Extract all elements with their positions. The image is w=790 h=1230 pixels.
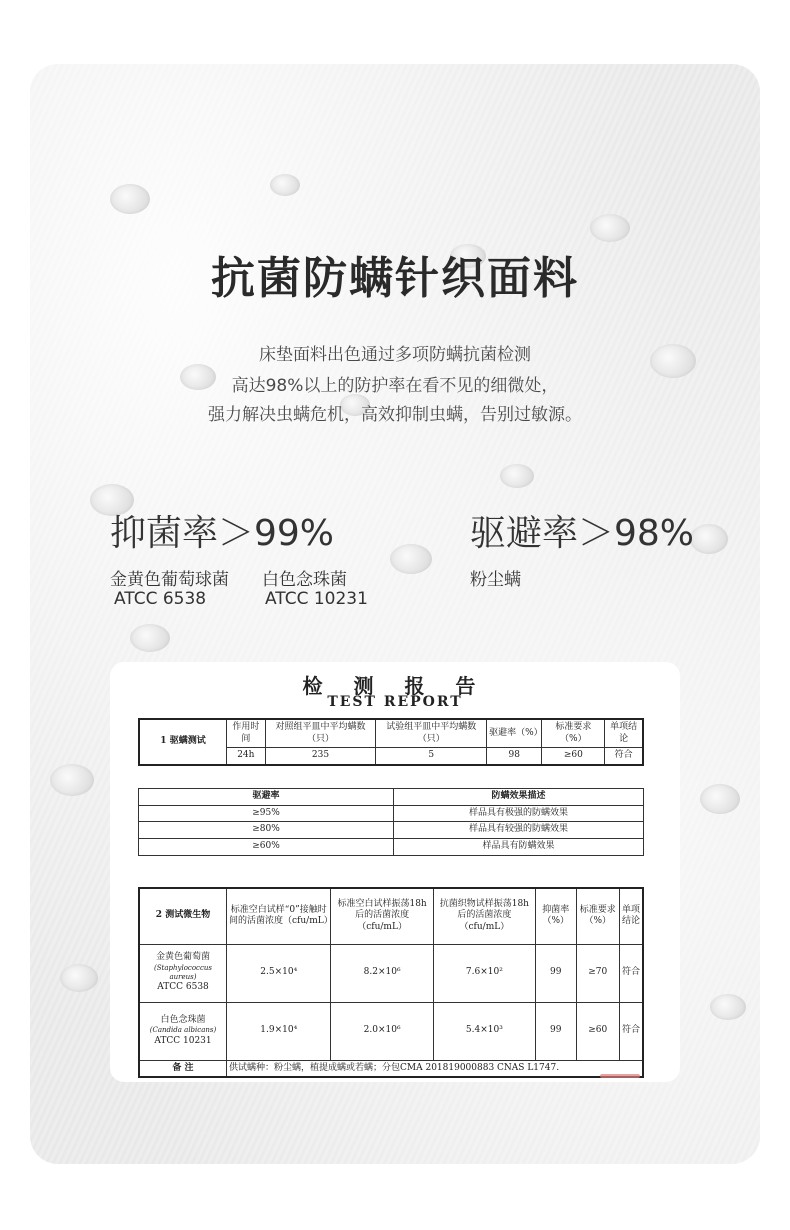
table-header: 标准要求（%） [576, 888, 620, 944]
note-label: 备 注 [139, 1060, 227, 1077]
fabric-dot [710, 994, 746, 1020]
table-header: 单项结论 [620, 888, 644, 944]
microbe-latin: (Staphylococcus aureus) [154, 963, 212, 981]
fabric-dot [130, 624, 170, 652]
note-text: 供试螨种：粉尘螨，植提成螨或若螨；分包CMA 201819000883 CNAS L1747. [227, 1060, 644, 1077]
red-stamp-mark [600, 1074, 640, 1078]
description-line-3: 强力解决虫螨危机，高效抑制虫螨，告别过敏源。 [208, 405, 582, 425]
table-header: 抑菌率（%） [536, 888, 577, 944]
table-cell: 235 [265, 748, 376, 765]
table-cell: ≥80% [139, 822, 394, 839]
microbe-cell [139, 944, 227, 1002]
fabric-dot [110, 184, 150, 214]
table-header: 驱避率（%） [487, 719, 542, 748]
table-cell: 1.9×10⁴ [227, 1002, 331, 1060]
fabric-dot [390, 544, 432, 574]
table-cell: 5 [376, 748, 487, 765]
mite-name: 粉尘螨 [470, 570, 521, 590]
table-cell: 7.6×10² [433, 944, 535, 1002]
table-cell: ≥70 [576, 944, 620, 1002]
repellent-effect-table [138, 788, 644, 856]
fabric-dot [270, 174, 300, 196]
microbe-name: 白色念珠菌 [160, 1014, 206, 1025]
table-cell: 8.2×10⁶ [331, 944, 433, 1002]
bacteria-code-2: ATCC 10231 [265, 589, 368, 609]
table-cell: 98 [487, 748, 542, 765]
description-line-2: 高达98%以上的防护率在看不见的细微处， [231, 376, 559, 396]
table-cell: 符合 [620, 1002, 644, 1060]
antibacterial-rate: 抑菌率＞99% [110, 513, 335, 554]
mite-test-title: 1 驱螨测试 [139, 719, 227, 765]
table-cell: 99 [536, 1002, 577, 1060]
fabric-dot [690, 524, 728, 554]
table-cell: 样品具有防螨效果 [394, 839, 644, 856]
table-cell: ≥60 [542, 748, 605, 765]
mite-test-table [138, 718, 644, 766]
fabric-dot [700, 784, 740, 814]
table-cell: 5.4×10³ [433, 1002, 535, 1060]
table-cell: ≥60% [139, 839, 394, 856]
table-cell: ≥95% [139, 805, 394, 822]
fabric-dot [500, 464, 534, 488]
fabric-dot [50, 764, 94, 796]
table-header: 作用时间 [227, 719, 266, 748]
test-report-image [110, 662, 680, 1082]
table-header: 对照组平皿中平均螨数（只） [265, 719, 376, 748]
table-cell: 符合 [620, 944, 644, 1002]
antibacterial-test-table [138, 887, 644, 1078]
fabric-dot [590, 214, 630, 242]
table-cell: 样品具有较强的防螨效果 [394, 822, 644, 839]
fabric-dot [60, 964, 98, 992]
table-header: 标准空白试样“0”接触时间的活菌浓度（cfu/mL） [227, 888, 331, 944]
table-cell: 样品具有极强的防螨效果 [394, 805, 644, 822]
table-header: 驱避率 [139, 789, 394, 806]
table-cell: 2.0×10⁶ [331, 1002, 433, 1060]
table-cell: ≥60 [576, 1002, 620, 1060]
table-header: 单项结论 [605, 719, 643, 748]
report-title: 检 测 报 告 [302, 674, 488, 698]
microbe-name: 金黄色葡萄菌 [155, 952, 210, 963]
microbe-latin: (Candida albicans) [149, 1026, 217, 1035]
bacteria-name-1: 金黄色葡萄球菌 [110, 570, 229, 590]
bacteria-name-2: 白色念珠菌 [262, 570, 347, 590]
microbe-code: ATCC 10231 [154, 1035, 212, 1046]
table-header: 防螨效果描述 [394, 789, 644, 806]
table-cell: 24h [227, 748, 266, 765]
table-cell: 2.5×10⁴ [227, 944, 331, 1002]
table-header: 标准空白试样振荡18h后的活菌浓度（cfu/mL） [331, 888, 433, 944]
table-header: 试验组平皿中平均螨数（只） [376, 719, 487, 748]
table-header: 抗菌织物试样振荡18h后的活菌浓度（cfu/mL） [433, 888, 535, 944]
microbe-cell [139, 1002, 227, 1060]
antibacterial-test-title: 2 测试微生物 [139, 888, 227, 944]
microbe-code: ATCC 6538 [157, 982, 209, 993]
table-cell: 符合 [605, 748, 643, 765]
table-cell: 99 [536, 944, 577, 1002]
description-line-1: 床垫面料出色通过多项防螨抗菌检测 [259, 345, 531, 365]
report-subtitle: TEST REPORT [327, 694, 463, 710]
table-header: 标准要求（%） [542, 719, 605, 748]
page-title: 抗菌防螨针织面料 [211, 253, 579, 304]
repellent-rate: 驱避率＞98% [470, 513, 695, 554]
bacteria-code-1: ATCC 6538 [114, 589, 207, 609]
